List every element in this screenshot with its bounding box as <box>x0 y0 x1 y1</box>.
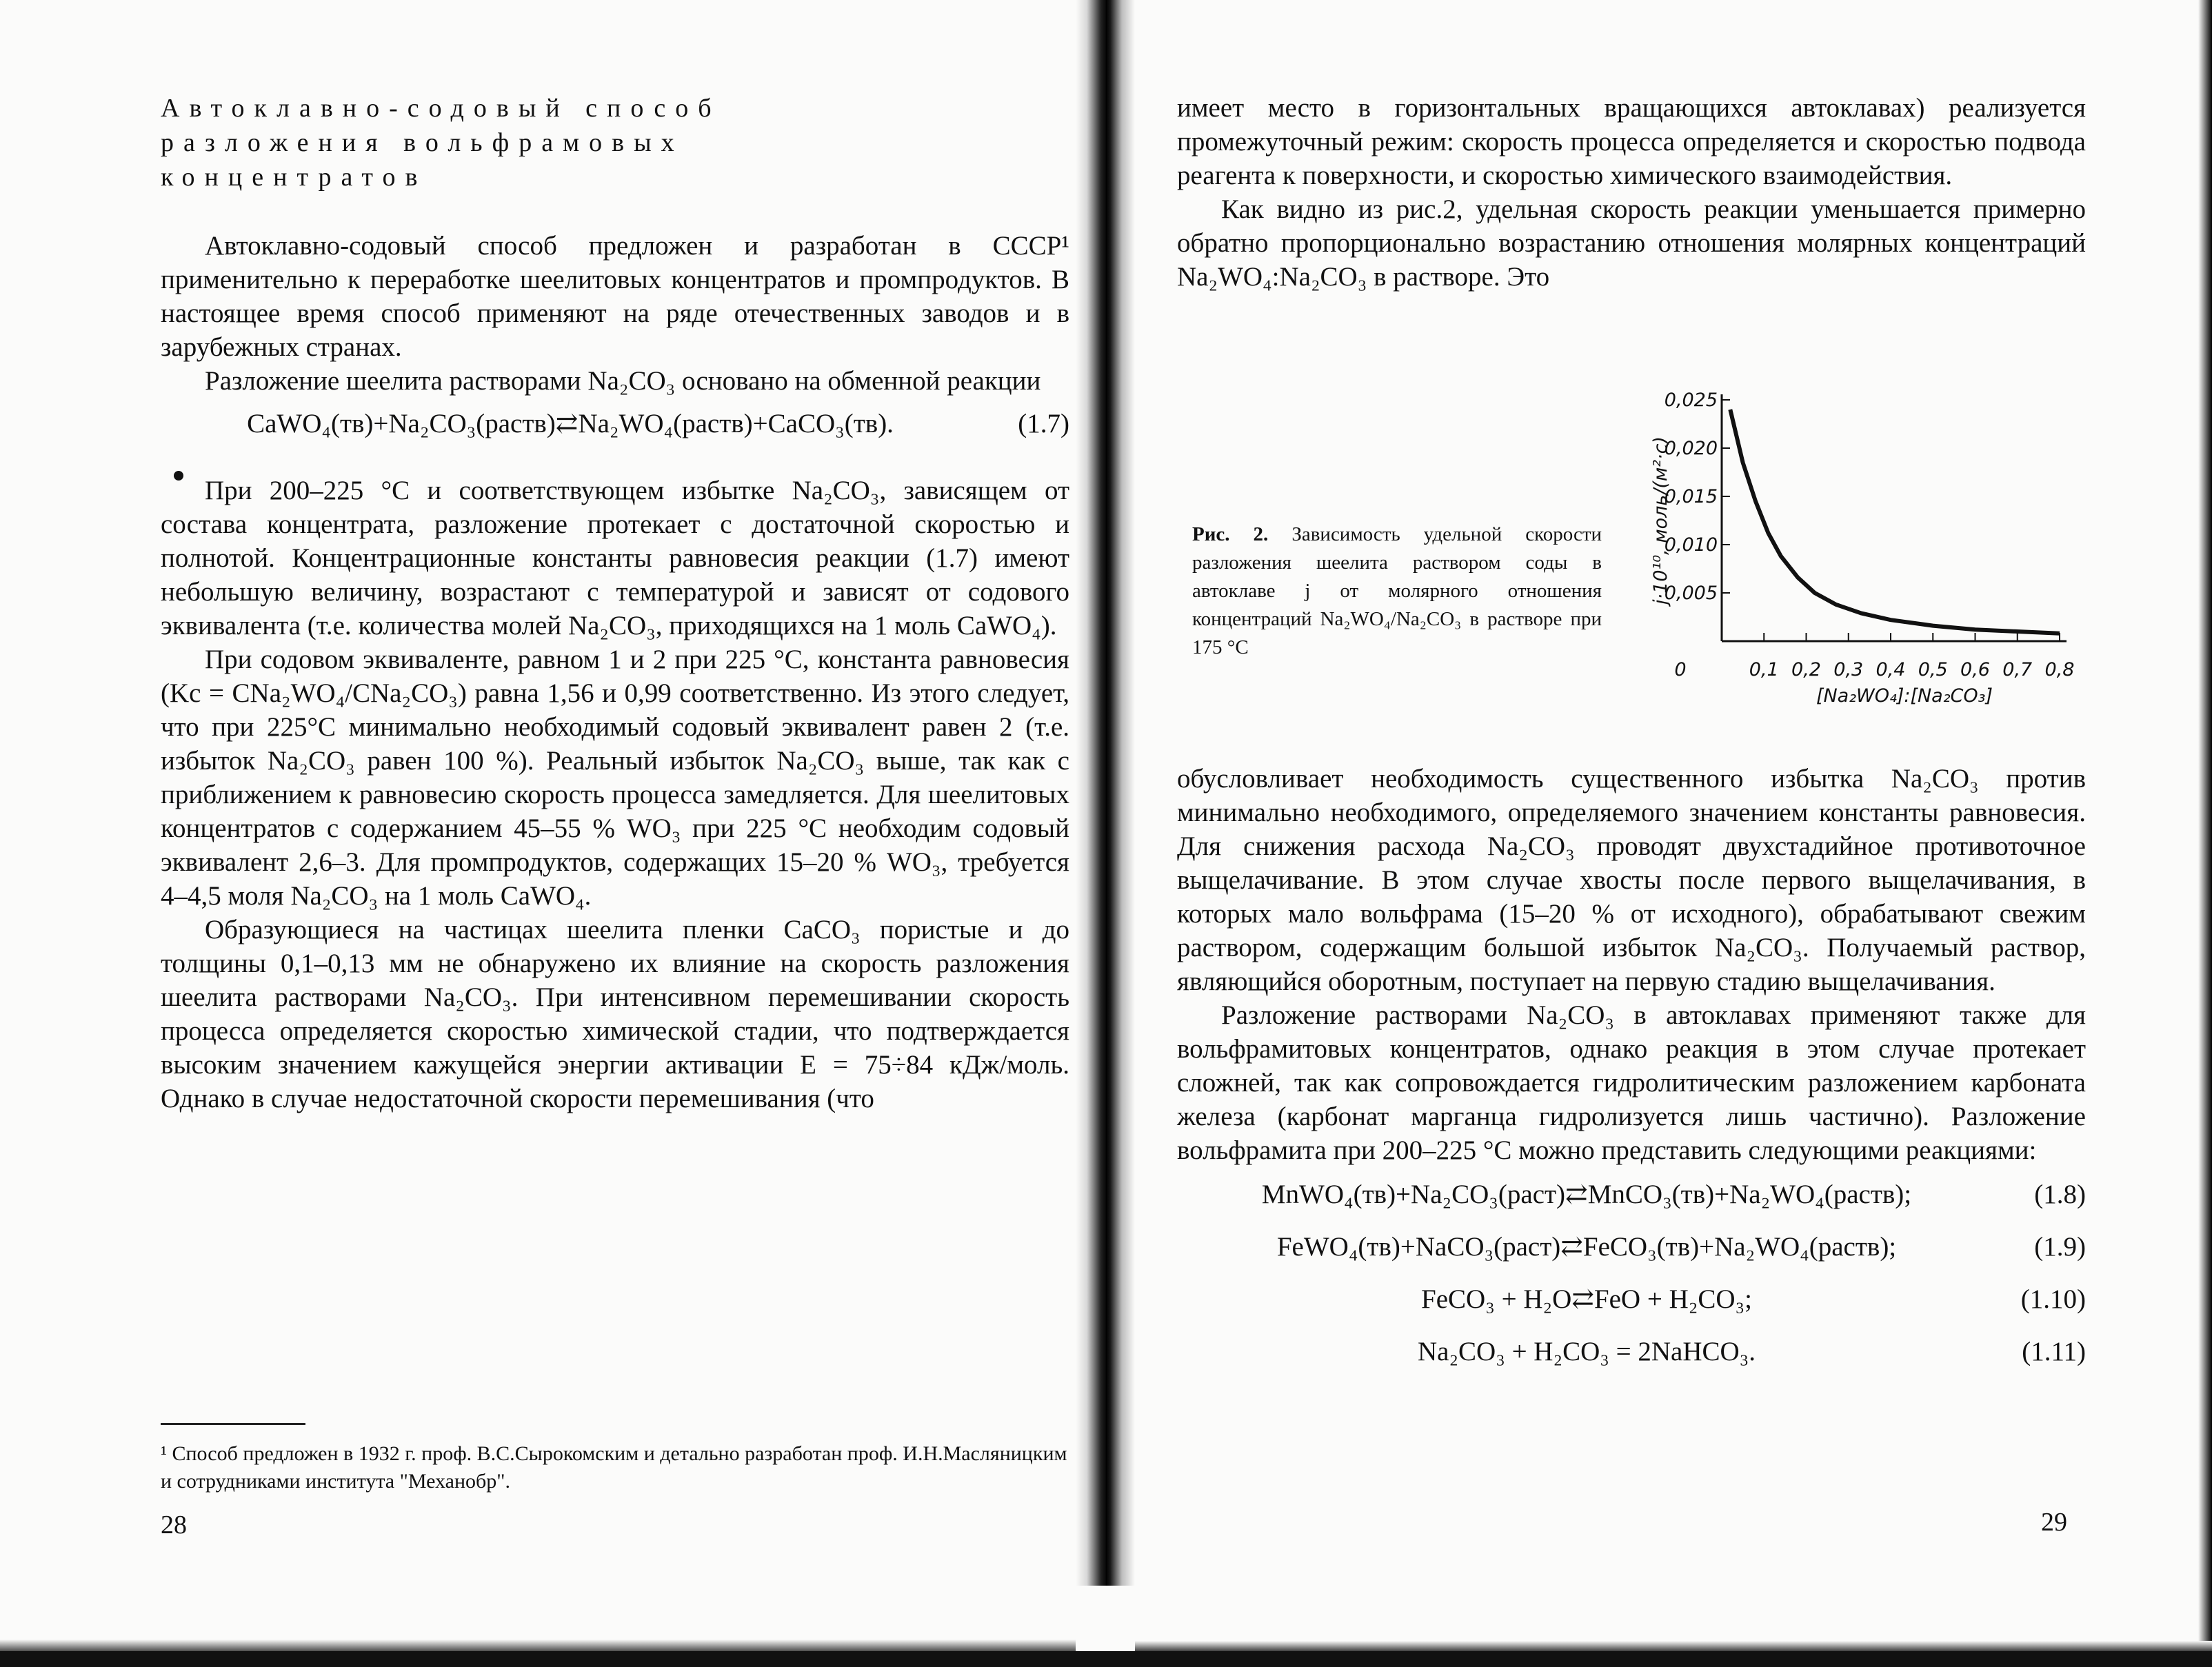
paragraph: Образующиеся на частицах шеелита пленки CaCO₃ пористые и до толщины 0,1–0,13 мм не обнаружено их влияние на скорость разложения шеелита растворами Na₂CO₃. При интенсивном перемешивании скорость процесса определяется скоростью химической стадии, что подтверждается высоким значением кажущейся энергии активации E = 75÷84 кДж/моль. Однако в случае недостаточной скорости перемешивания (что <box>161 915 1069 1113</box>
gutter-shadow-right <box>1106 0 1135 1586</box>
x-tick-label: 0,7 <box>2002 659 2033 680</box>
figure-caption-text: Зависимость удельной скорости разложения шеелита раствором соды в автоклаве j от молярного отношения концентраций Na₂WO₄/Na₂CO₃ в растворе при 175 °С <box>1192 523 1602 658</box>
chart <box>1618 383 2087 727</box>
equation-number: (1.9) <box>2034 1232 2086 1262</box>
footnote-block <box>161 1423 1069 1495</box>
figure-caption <box>1192 521 1602 662</box>
right-column-bottom <box>1177 762 2086 1371</box>
figure-label: Рис. 2. <box>1192 523 1269 545</box>
page-number-right: 29 <box>2041 1508 2067 1537</box>
series-line <box>1730 410 2060 634</box>
y-tick-label: 0,020 <box>1664 438 1718 459</box>
figure-2 <box>1177 383 2086 727</box>
bullet-mark <box>174 471 183 481</box>
equation-body: FeWO₄(тв)+NaCO₃(раст)⇄FeCO₃(тв)+Na₂WO₄(раств); <box>1276 1232 1897 1262</box>
y-axis-label: j·10¹⁰, моль/(м²·с) <box>1650 436 1671 605</box>
paragraph: Как видно из рис.2, удельная скорость реакции уменьшается примерно обратно пропорционально возрастанию отношения молярных концентраций Na₂WO₄:Na₂CO₃ в растворе. Это <box>1177 194 2086 292</box>
equation-number: (1.10) <box>2020 1284 2086 1314</box>
y-tick-label: 0,015 <box>1664 486 1718 507</box>
equation-1-9 <box>1177 1228 2086 1266</box>
x-tick-label: 0,2 <box>1791 659 1821 680</box>
equation-1-7 <box>161 405 1069 443</box>
paragraph: обусловливает необходимость существенного избытка Na₂CO₃ против минимально необходимого, определяемого значением константы равновесия. Для снижения расхода Na₂CO₃ проводят двухстадийное противоточное выщелачивание. В этом случае хвосты после первого выщелачивания, в которых мало вольфрама (15–20 % от исходного), обрабатывают свежим раствором, содержащим большой избыток Na₂CO₃. Получаемый раствор, являющийся оборотным, поступает на первую стадию выщелачивания. <box>1177 764 2086 996</box>
heading-line-1: Автоклавно-содовый способ <box>161 94 721 123</box>
right-column-top <box>1177 91 2086 294</box>
equation-body: MnWO₄(тв)+Na₂CO₃(раст)⇄MnCO₃(тв)+Na₂WO₄(раств); <box>1261 1180 1912 1209</box>
paragraph: Разложение растворами Na₂CO₃ в автоклавах применяют также для вольфрамитовых концентратов, однако реакция в этом случае протекает сложней, так как сопровождается гидролитическим разложением карбоната железа (карбонат марганца гидролизуется лишь частично). Разложение вольфрамита при 200–225 °С можно представить следующими реакциями: <box>1177 1000 2086 1165</box>
y-tick-label: 0,010 <box>1664 534 1718 556</box>
equation-1-10 <box>1177 1280 2086 1319</box>
equation-1-11 <box>1177 1333 2086 1371</box>
equation-number: (1.7) <box>1018 409 1069 438</box>
footnote: ¹ Способ предложен в 1932 г. проф. В.С.Сырокомским и детально разработан проф. И.Н.Масляницким и сотрудниками института "Механобр". <box>161 1442 1067 1493</box>
left-column <box>161 91 1069 1115</box>
x-tick-label: 0,3 <box>1833 659 1864 680</box>
section-heading <box>161 91 1069 194</box>
equation-body: Na₂CO₃ + H₂CO₃ = 2NaHCO₃. <box>1417 1337 1756 1366</box>
equation-body: FeCO₃ + H₂O⇄FeO + H₂CO₃; <box>1421 1284 1752 1314</box>
page-number-left: 28 <box>161 1511 187 1539</box>
paragraph: Разложение шеелита растворами Na₂CO₃ основано на обменной реакции <box>205 366 1041 396</box>
heading-line-2: разложения вольфрамовых <box>161 128 684 157</box>
x-tick-label: 0,4 <box>1876 659 1906 680</box>
equation-number: (1.8) <box>2034 1180 2086 1209</box>
scanner-bottom-band <box>0 1651 2212 1667</box>
equation-number: (1.11) <box>2022 1337 2086 1366</box>
equation-1-8 <box>1177 1175 2086 1214</box>
y-tick-label: 0,025 <box>1664 390 1718 411</box>
paragraph: Автоклавно-содовый способ предложен и разработан в СССР¹ применительно к переработке шеелитовых концентратов и промпродуктов. В настоящее время способ применяют на ряде отечественных заводов и в зарубежных странах. <box>161 231 1069 362</box>
bottom-edge-shadow-right <box>1135 1641 2212 1652</box>
x-tick-label: 0,5 <box>1918 659 1948 680</box>
x-tick-label: 0 <box>1674 659 1687 680</box>
paragraph: При 200–225 °С и соответствующем избытке Na₂CO₃, зависящем от состава концентрата, разложение протекает с достаточной скоростью и полнотой. Концентрационные константы равновесия реакции (1.7) имеют небольшую величину, возрастают с температурой и зависят от содового эквивалента (т.е. количества молей Na₂CO₃, приходящихся на 1 моль CaWO₄). <box>161 476 1069 640</box>
x-axis-label: [Na₂WO₄]:[Na₂CO₃] <box>1816 685 1993 707</box>
paragraph: имеет место в горизонтальных вращающихся автоклавах) реализуется промежуточный режим: скорость процесса определяется и скоростью подвода реагента к поверхности, и скоростью химического взаимодействия. <box>1177 93 2086 190</box>
paragraph: При содовом эквиваленте, равном 1 и 2 при 225 °С, константа равновесия (Kc = CNa₂WO₄/CNa₂CO₃) равна 1,56 и 0,99 соответственно. Из этого следует, что при 225°С минимально необходимый содовый эквивалент равен 2 (т.е. избыток Na₂CO₃ равен 100 %). Реальный избыток Na₂CO₃ выше, так как с приближением к равновесию скорость процесса замедляется. Для шеелитовых концентратов с содержанием 45–55 % WO₃ при 225 °С необходим содовый эквивалент 2,6–3. Для промпродуктов, содержащих 15–20 % WO₃, требуется 4–4,5 моля Na₂CO₃ на 1 моль CaWO₄. <box>161 645 1069 911</box>
page-edge-shadow <box>2198 0 2212 1667</box>
x-tick-label: 0,1 <box>1749 659 1779 680</box>
heading-line-3: концентратов <box>161 163 428 192</box>
equation-body: CaWO₄(тв)+Na₂CO₃(раств)⇄Na₂WO₄(раств)+CaCO₃(тв). <box>247 409 894 438</box>
bottom-edge-shadow-left <box>0 1639 1076 1652</box>
gutter-shadow-left <box>1076 0 1107 1586</box>
x-tick-label: 0,6 <box>1960 659 1990 680</box>
x-tick-label: 0,8 <box>2044 659 2075 680</box>
y-tick-label: 0,005 <box>1664 583 1718 604</box>
